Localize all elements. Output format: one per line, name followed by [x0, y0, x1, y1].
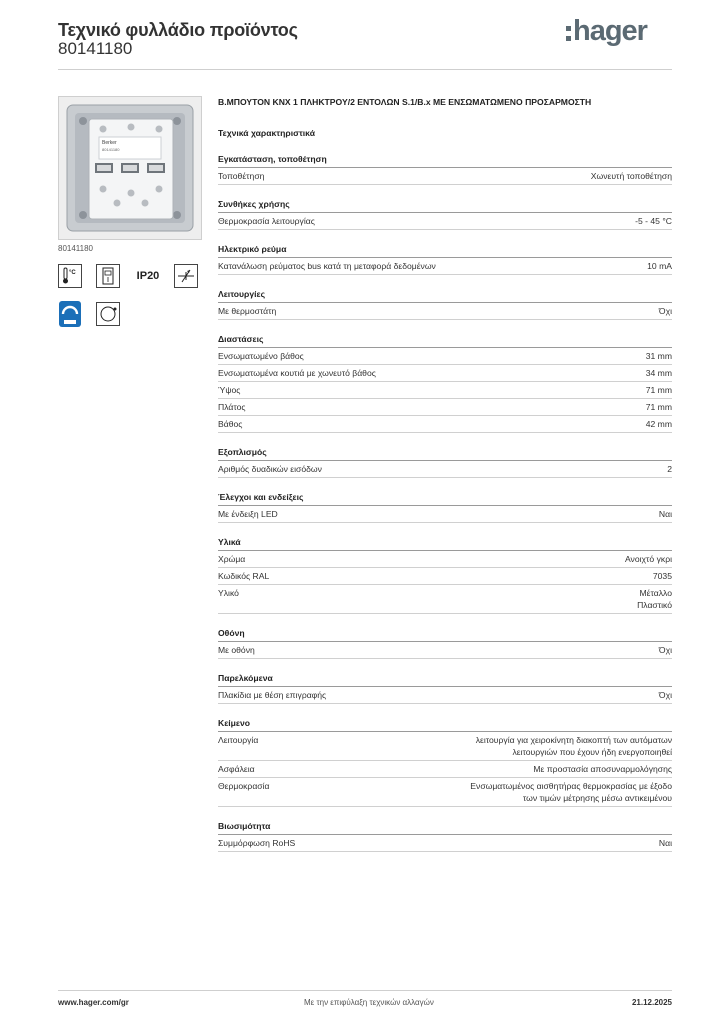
product-title: Β.ΜΠΟΥΤΟΝ KNX 1 ΠΛΗΚΤΡΟΥ/2 ΕΝΤΟΛΩΝ S.1/B.x ΜΕ ΕΝΣΩΜΑΤΩΜΕΝΟ ΠΡΟΣΑΡΜΟΣΤΗ [218, 97, 592, 107]
spec-key: Πλάτος [218, 402, 246, 412]
spec-group [218, 673, 672, 704]
spec-row [218, 213, 672, 230]
spec-row [218, 687, 672, 704]
photo-caption: 80141180 [58, 244, 93, 253]
spec-value: 7035 [652, 571, 672, 581]
spec-group [218, 492, 672, 523]
technical-specs [218, 97, 672, 852]
knx-app-icon [58, 302, 82, 326]
spec-group-title: Εγκατάσταση, τοποθέτηση [218, 154, 672, 168]
spec-group-title: Συνθήκες χρήσης [218, 199, 672, 213]
spec-key: Συμμόρφωση RoHS [218, 838, 296, 848]
spec-row [218, 642, 672, 659]
spec-value: Ναι [658, 838, 672, 848]
spec-key: Με οθόνη [218, 645, 255, 655]
spec-value: 71 mm [645, 402, 672, 412]
spec-key: Πλακίδια με θέση επιγραφής [218, 690, 327, 700]
spec-key: Υλικό [218, 588, 239, 598]
spec-group-title: Ηλεκτρικό ρεύμα [218, 244, 672, 258]
spec-key: Κωδικός RAL [218, 571, 270, 581]
spec-value: 34 mm [645, 368, 672, 378]
spec-group [218, 154, 672, 185]
product-photo [58, 96, 202, 240]
spec-row [218, 365, 672, 382]
hager-logo [566, 14, 647, 48]
push-button-module-image [59, 97, 201, 239]
spec-row [218, 399, 672, 416]
spec-group-title: Οθόνη [218, 628, 672, 642]
spec-value: 71 mm [645, 385, 672, 395]
spec-row [218, 303, 672, 320]
spec-value: 2 [667, 464, 672, 474]
spec-value: Με προστασία αποσυναρμολόγησης [533, 764, 672, 774]
spec-row [218, 168, 672, 185]
spec-value: Ναι [658, 509, 672, 519]
spec-key: Βάθος [218, 419, 243, 429]
spec-key: Ενσωματωμένο βάθος [218, 351, 304, 361]
spec-group-title: Λειτουργίες [218, 289, 672, 303]
spec-group-title: Υλικά [218, 537, 672, 551]
footer-divider [58, 990, 672, 991]
temperature-unit-label: °C [69, 270, 76, 276]
spec-row [218, 461, 672, 478]
spec-group-title: Έλεγχοι και ενδείξεις [218, 492, 672, 506]
spec-value: Μέταλλο Πλαστικό [637, 588, 672, 610]
spec-row [218, 258, 672, 275]
spec-key: Θερμοκρασία λειτουργίας [218, 216, 315, 226]
spec-group-title: Παρελκόμενα [218, 673, 672, 687]
spec-key: Χρώμα [218, 554, 246, 564]
spec-group-title: Διαστάσεις [218, 334, 672, 348]
footer-website-link[interactable]: www.hager.com/gr [58, 998, 129, 1007]
footer-date: 21.12.2025 [631, 998, 672, 1007]
spec-row [218, 506, 672, 523]
spec-group [218, 199, 672, 230]
spec-key: Κατανάλωση ρεύματος bus κατά τη μεταφορά δεδομένων [218, 261, 436, 271]
spec-group [218, 244, 672, 275]
spec-group [218, 447, 672, 478]
section-heading: Τεχνικά χαρακτηριστικά [218, 128, 315, 138]
spec-group-title: Κείμενο [218, 718, 672, 732]
spec-row [218, 835, 672, 852]
spec-group [218, 718, 672, 807]
spec-value: 10 mA [647, 261, 672, 271]
spec-value: Ανοιχτό γκρι [624, 554, 672, 564]
spec-value: Ενσωματωμένος αισθητήρας θερμοκρασίας με έξοδο των τιμών μέτρησης μέσω αντικειμένου [470, 781, 672, 803]
temperature-icon [58, 264, 82, 288]
spec-key: Με ένδειξη LED [218, 509, 278, 519]
spec-key: Ύψος [218, 385, 241, 395]
spec-row [218, 732, 672, 761]
spec-key: Με θερμοστάτη [218, 306, 277, 316]
spec-value: Χωνευτή τοποθέτηση [590, 171, 672, 181]
mounting-box-icon [96, 264, 120, 288]
round-mounting-icon [96, 302, 120, 326]
spec-value: λειτουργία για χειροκίνητη διακοπτή των αυτόματων λειτουργιών που έχουν ήδη ενεργοποιηθεί [475, 735, 672, 757]
spec-key: Αριθμός δυαδικών εισόδων [218, 464, 322, 474]
spec-row [218, 382, 672, 399]
spec-groups [218, 154, 672, 852]
footer-disclaimer: Με την επιφύλαξη τεχνικών αλλαγών [304, 998, 434, 1007]
spec-row [218, 416, 672, 433]
spec-row [218, 778, 672, 807]
spec-group [218, 334, 672, 433]
spec-key: Ενσωματωμένα κουτιά με χωνευτό βάθος [218, 368, 376, 378]
spec-row [218, 568, 672, 585]
spec-value: Όχι [658, 306, 672, 316]
spec-key: Τοποθέτηση [218, 171, 265, 181]
spec-value: 31 mm [645, 351, 672, 361]
logo-text: hager [573, 14, 647, 47]
spec-row [218, 551, 672, 568]
spec-row [218, 761, 672, 778]
spec-row [218, 585, 672, 614]
dimmer-icon [174, 264, 198, 288]
spec-group [218, 289, 672, 320]
spec-value: Όχι [658, 690, 672, 700]
spec-key: Θερμοκρασία [218, 781, 270, 791]
spec-group [218, 628, 672, 659]
spec-row [218, 348, 672, 365]
module-label-brand: Berker [102, 140, 117, 146]
ip20-rating-icon: IP20 [136, 264, 160, 288]
spec-key: Λειτουργία [218, 735, 259, 745]
spec-key: Ασφάλεια [218, 764, 255, 774]
header-divider [58, 69, 672, 70]
document-title: Τεχνικό φυλλάδιο προϊόντος [58, 20, 298, 40]
spec-group-title: Βιωσιμότητα [218, 821, 672, 835]
spec-value: 42 mm [645, 419, 672, 429]
spec-value: -5 - 45 °C [635, 216, 672, 226]
spec-group-title: Εξοπλισμός [218, 447, 672, 461]
spec-value: Όχι [658, 645, 672, 655]
spec-group [218, 821, 672, 852]
logo-dots-icon [566, 26, 571, 41]
product-code: 80141180 [58, 39, 133, 58]
spec-group [218, 537, 672, 614]
module-label-code: 80141180 [102, 147, 120, 152]
